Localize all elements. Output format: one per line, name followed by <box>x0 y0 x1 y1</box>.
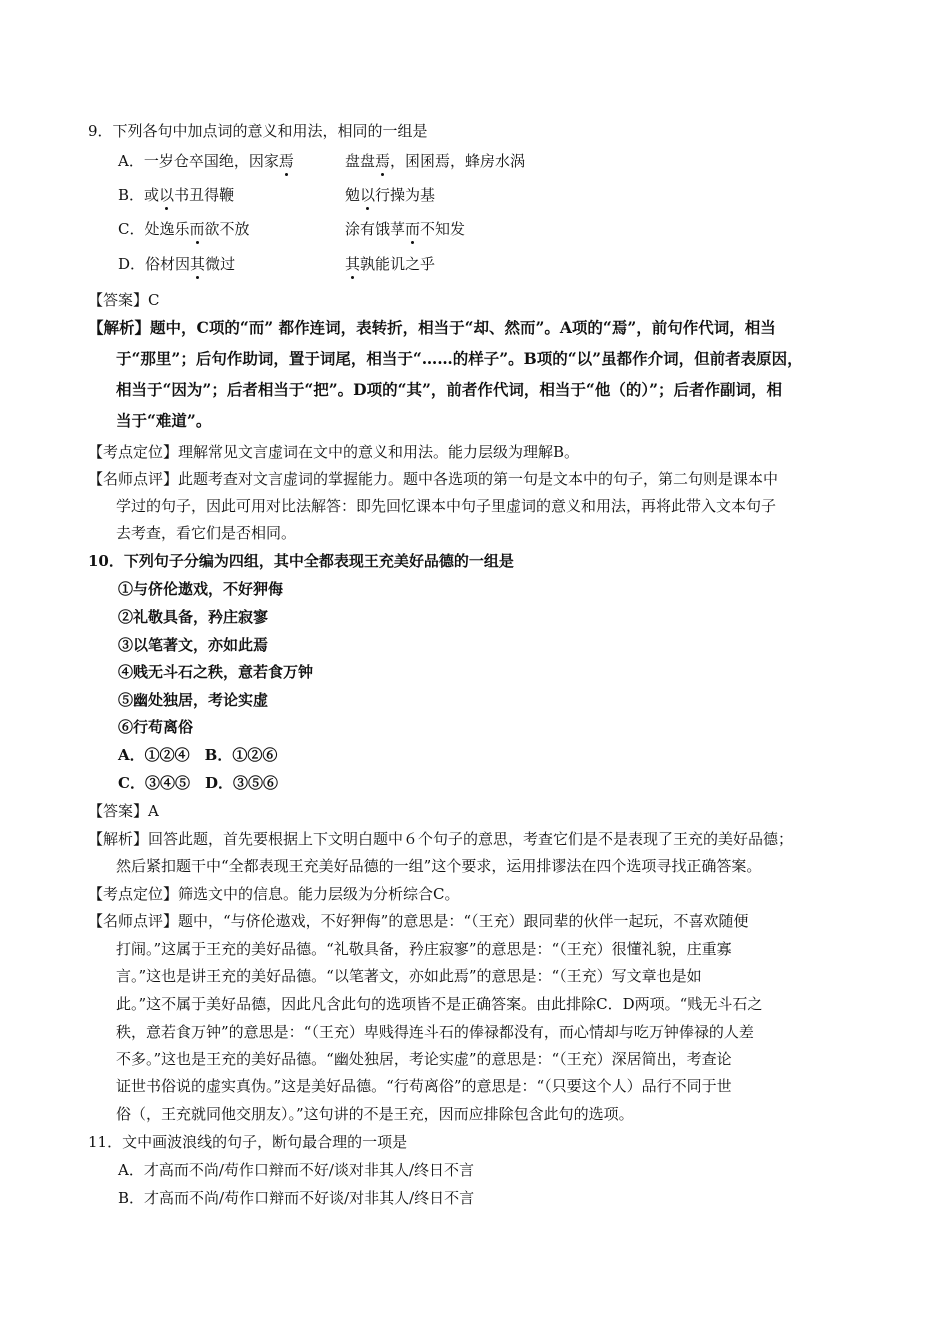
q10-mingshi-line: 言。”这也是讲王充的美好品德。“以笔著文，亦如此焉”的意思是：“（王充）写文章也是如 <box>116 967 702 985</box>
q10-item: ①与侪伦遨戏，不好狎侮 <box>118 580 284 598</box>
q9-mingshi-line: 去考查，看它们是否相同。 <box>116 524 297 542</box>
q9-kaodian: 【考点定位】理解常见文言虚词在文中的意义和用法。能力层级为理解B。 <box>88 443 580 461</box>
dotted-char: 以 <box>159 186 175 204</box>
dotted-char: 焉 <box>278 152 294 170</box>
q10-analysis-line: 【解析】回答此题，首先要根据上下文明白题中６个句子的意思，考查它们是不是表现了王充的美好品德； <box>88 830 794 848</box>
q11-option: B．才高而不尚/苟作口辩而不好谈/对非其人/终日不言 <box>118 1189 475 1207</box>
dotted-char: 其 <box>190 255 206 273</box>
q9-answer: 【答案】C <box>88 291 160 309</box>
option-label: C． <box>118 220 145 238</box>
q9-mingshi-line: 【名师点评】此题考查对文言虚词的掌握能力。题中各选项的第一句是文本中的句子，第二句则是课本中 <box>88 470 779 488</box>
q11-stem: 11．文中画波浪线的句子，断句最合理的一项是 <box>88 1133 408 1151</box>
q9-analysis-line: 相当于“因为”；后者相当于“把”。D项的“其”，前者作代词，相当于“他（的）”；后者作副词，相 <box>116 380 783 399</box>
q10-mingshi-line: 证世书俗说的虚实真伪。”这是美好品德。“行苟离俗”的意思是：“（只要这个人）品行不同于世 <box>116 1077 732 1095</box>
dotted-char: 而 <box>405 220 421 238</box>
q10-mingshi-line: 俗（，王充就同他交朋友）。”这句讲的不是王充，因而应排除包含此句的选项。 <box>116 1105 634 1123</box>
document-page: 9．下列各句中加点词的意义和用法，相同的一组是 A．一岁仓卒国绝，因家焉 盘盘焉，囷囷焉，蜂房水涡 B．或以书丑得鞭 勉以行操为基 C．处逸乐而欲不放 涂有饿莩而不知发 D．俗材因其微过 其孰能讥之乎 【答案】C 【解析】题中，C项的“而” 都作连词，表转折，相当于“却、然而”。A项的“焉”，前句作代词，相当 于“那里”；后句作助词，置于词尾，相当于“……的样子”。B项的“以”虽都作介词，但前者表原因， 相当于“因为”；后者相当于“把”。D项的“其”，前者作代词，相当于“他（的）”；后者作副词，相 当于“难道”。 【考点定位】理解常见文言虚词在文中的意义和用法。能力层级为理解B。 【名师点评】此题考查对文言虚词的掌握能力。题中各选项的第一句是文本中的句子，第二句则是课本中 学过的句子，因此可用对比法解答：即先回忆课本中句子里虚词的意义和用法，再将此带入文本句子 去考查，看它们是否相同。 10．下列句子分编为四组，其中全都表现王充美好品德的一组是 ①与侪伦遨戏，不好狎侮 ②礼敬具备，矜庄寂寥 ③以笔著文，亦如此焉 ④贱无斗石之秩，意若食万钟 ⑤幽处独居，考论实虚 ⑥行苟离俗 A．①②④ B．①②⑥ C．③④⑤ D．③⑤⑥ 【答案】A 【解析】回答此题，首先要根据上下文明白题中６个句子的意思，考查它们是不是表现了王充的美好品德； 然后紧扣题干中“全都表现王充美好品德的一组”这个要求，运用排谬法在四个选项寻找正确答案。 【考点定位】筛选文中的信息。能力层级为分析综合C。 【名师点评】题中，“与侪伦遨戏，不好狎侮”的意思是：“（王充）跟同辈的伙伴一起玩，不喜欢随便 打闹。”这属于王充的美好品德。“礼敬具备，矜庄寂寥”的意思是：“（王充）很懂礼貌，庄重寡 言。”这也是讲王充的美好品德。“以笔著文，亦如此焉”的意思是：“（王充）写文章也是如 此。”这不属于美好品德，因此凡含此句的选项皆不是正确答案。由此排除C．D两项。“贱无斗石之 秩，意若食万钟”的意思是：“（王充）卑贱得连斗石的俸禄都没有，而心情却与吃万钟俸禄的人差 不多。”这也是王充的美好品德。“幽处独居，考论实虚”的意思是：“（王充）深居简出，考查论 证世书俗说的虚实真伪。”这是美好品德。“行苟离俗”的意思是：“（只要这个人）品行不同于世 俗（，王充就同他交朋友）。”这句讲的不是王充，因而应排除包含此句的选项。 11．文中画波浪线的句子，断句最合理的一项是 A．才高而不尚/苟作口辩而不好/谈对非其人/终日不言 B．才高而不尚/苟作口辩而不好谈/对非其人/终日不言 <box>88 122 803 1207</box>
dotted-char: 以 <box>360 186 376 204</box>
q10-mingshi-line: 此。”这不属于美好品德，因此凡含此句的选项皆不是正确答案。由此排除C．D两项。“贱无斗石之 <box>116 995 763 1013</box>
q10-choices: A．①②④ B．①②⑥ <box>118 746 278 764</box>
q11-option: A．才高而不尚/苟作口辩而不好/谈对非其人/终日不言 <box>118 1161 474 1179</box>
q10-answer: 【答案】A <box>88 802 159 820</box>
q10-mingshi-line: 打闹。”这属于王充的美好品德。“礼敬具备，矜庄寂寥”的意思是：“（王充）很懂礼貌，庄重寡 <box>116 940 732 958</box>
dotted-char: 其 <box>345 255 361 273</box>
option-label: A． <box>118 152 144 170</box>
q10-item: ③以笔著文，亦如此焉 <box>118 636 269 654</box>
q9-stem: 9．下列各句中加点词的意义和用法，相同的一组是 <box>88 122 428 140</box>
q10-item: ⑤幽处独居，考论实虚 <box>118 691 269 709</box>
q10-mingshi-line: 不多。”这也是王充的美好品德。“幽处独居，考论实虚”的意思是：“（王充）深居简出，考查论 <box>116 1050 732 1068</box>
q10-mingshi-line: 【名师点评】题中，“与侪伦遨戏，不好狎侮”的意思是：“（王充）跟同辈的伙伴一起玩，不喜欢随便 <box>88 912 749 930</box>
q9-analysis-line: 于“那里”；后句作助词，置于词尾，相当于“……的样子”。B项的“以”虽都作介词，但前者表原因， <box>116 349 803 368</box>
option-label: D． <box>118 255 146 273</box>
q10-item: ⑥行苟离俗 <box>118 718 194 736</box>
q10-analysis-line: 然后紧扣题干中“全都表现王充美好品德的一组”这个要求，运用排谬法在四个选项寻找正确答案。 <box>116 857 762 875</box>
dotted-char: 而 <box>189 220 205 238</box>
q10-item: ④贱无斗石之秩，意若食万钟 <box>118 663 314 681</box>
q9-analysis-line: 【解析】题中，C项的“而” 都作连词，表转折，相当于“却、然而”。A项的“焉”，前句作代词，相当 <box>88 318 776 337</box>
q9-mingshi-line: 学过的句子，因此可用对比法解答：即先回忆课本中句子里虚词的意义和用法，再将此带入文本句子 <box>116 497 777 515</box>
q10-mingshi-line: 秩，意若食万钟”的意思是：“（王充）卑贱得连斗石的俸禄都没有，而心情却与吃万钟俸禄的人差 <box>116 1023 754 1041</box>
q10-kaodian: 【考点定位】筛选文中的信息。能力层级为分析综合C。 <box>88 885 460 903</box>
q10-stem: 10．下列句子分编为四组，其中全都表现王充美好品德的一组是 <box>88 552 514 570</box>
q10-choices: C．③④⑤ D．③⑤⑥ <box>118 774 278 792</box>
q10-item: ②礼敬具备，矜庄寂寥 <box>118 608 269 626</box>
option-label: B． <box>118 186 145 204</box>
q9-analysis-line: 当于“难道”。 <box>116 411 212 430</box>
dotted-char: 焉 <box>375 152 391 170</box>
